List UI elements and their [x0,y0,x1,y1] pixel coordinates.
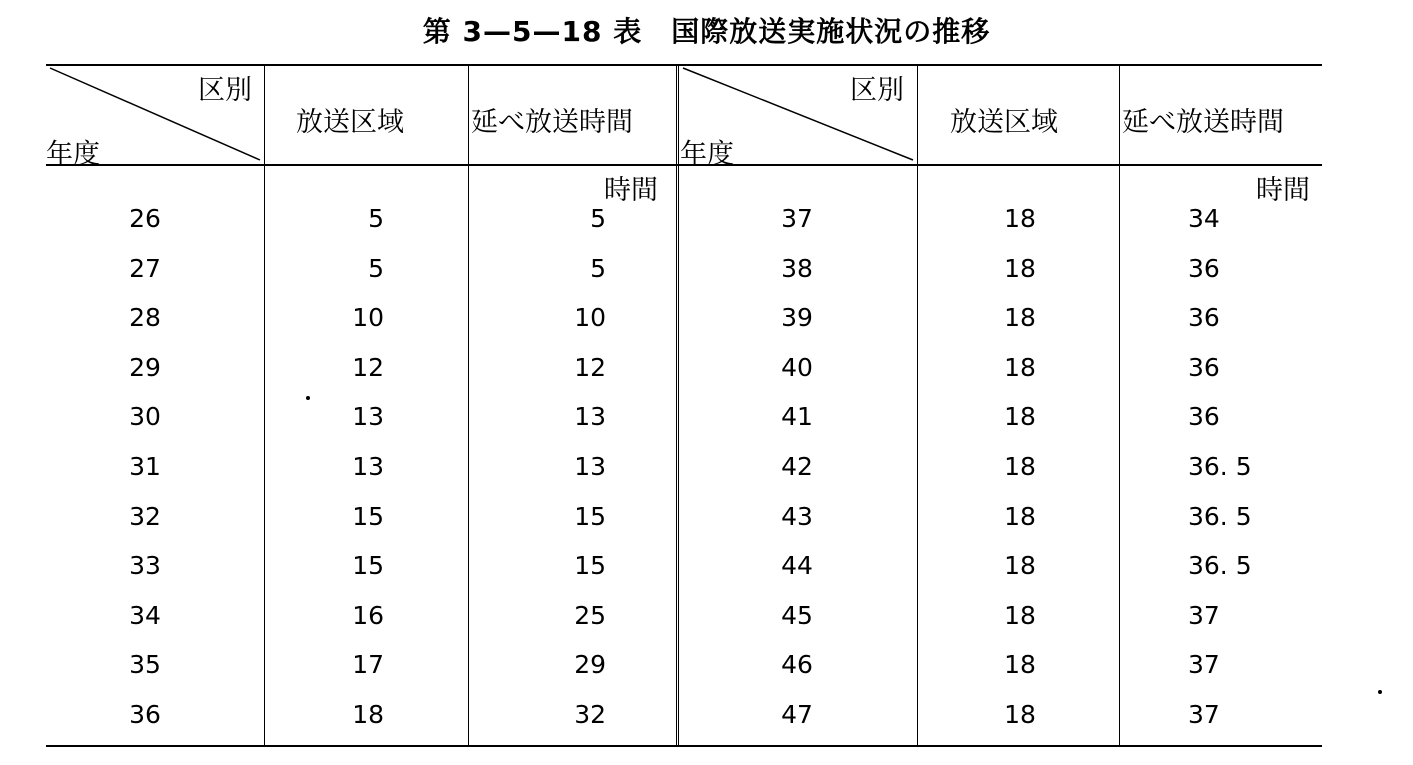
left-year-cell: 35 [129,650,161,680]
right-hours-cell: 36. 5 [1188,452,1252,481]
right-area-cell: 18 [1004,551,1036,581]
col-divider [468,64,469,745]
right-hours-cell: 37 [1188,600,1220,630]
col-divider [264,64,265,745]
right-year-cell: 42 [781,452,813,481]
left-hours-cell: 13 [574,402,606,432]
left-area-cell: 13 [352,452,384,481]
header-hours-left: 延べ放送時間 [471,107,633,138]
left-hours-cell: 15 [574,501,606,531]
left-area-cell: 13 [352,402,384,432]
right-year-cell: 44 [781,551,813,581]
right-area-cell: 18 [1004,452,1036,481]
header-area-left: 放送区域 [296,107,404,138]
col-divider [917,64,918,745]
right-year-cell: 39 [781,303,813,333]
left-area-cell: 5 [368,204,384,233]
left-area-cell: 12 [352,352,384,382]
right-year-cell: 47 [781,700,813,729]
left-hours-cell: 5 [590,253,606,283]
left-area-cell: 16 [352,600,384,630]
left-area-cell: 17 [352,650,384,680]
scan-speck [306,396,310,400]
scan-speck [1378,690,1382,694]
right-hours-cell: 36 [1188,402,1220,432]
right-hours-cell: 37 [1188,700,1220,729]
left-hours-cell: 13 [574,452,606,481]
right-hours-cell: 36 [1188,352,1220,382]
right-area-cell: 18 [1004,600,1036,630]
col-divider [676,64,677,745]
right-year-cell: 43 [781,501,813,531]
bottom-rule [46,745,1322,747]
right-hours-cell: 36 [1188,253,1220,283]
left-area-cell: 15 [352,501,384,531]
right-year-cell: 46 [781,650,813,680]
right-hours-cell: 37 [1188,650,1220,680]
right-hours-cell: 36. 5 [1188,551,1252,581]
header-hours-right: 延べ放送時間 [1122,107,1284,138]
col-divider [1119,64,1120,745]
right-year-cell: 38 [781,253,813,283]
header-category-left: 区別 [198,75,252,106]
left-hours-cell: 29 [574,650,606,680]
right-year-cell: 41 [781,402,813,432]
left-year-cell: 28 [129,303,161,333]
header-year-right: 年度 [680,139,734,170]
left-hours-cell: 25 [574,600,606,630]
left-year-cell: 33 [129,551,161,581]
left-area-cell: 18 [352,700,384,729]
left-hours-cell: 32 [574,700,606,729]
right-area-cell: 18 [1004,253,1036,283]
right-area-cell: 18 [1004,352,1036,382]
unit-hours-right: 時間 [1256,175,1310,206]
header-year-left: 年度 [46,139,100,170]
right-hours-cell: 36. 5 [1188,501,1252,531]
table-title: 第 3—5—18 表 国際放送実施状況の推移 [422,15,991,48]
left-area-cell: 10 [352,303,384,333]
right-year-cell: 40 [781,352,813,382]
header-category-right: 区別 [850,75,904,106]
unit-hours-left: 時間 [604,175,658,206]
left-year-cell: 31 [129,452,161,481]
right-area-cell: 18 [1004,204,1036,233]
left-hours-cell: 5 [590,204,606,233]
right-year-cell: 45 [781,600,813,630]
left-hours-cell: 10 [574,303,606,333]
right-area-cell: 18 [1004,402,1036,432]
col-divider [678,64,679,745]
left-year-cell: 30 [129,402,161,432]
right-area-cell: 18 [1004,650,1036,680]
right-area-cell: 18 [1004,700,1036,729]
right-area-cell: 18 [1004,501,1036,531]
right-hours-cell: 34 [1188,204,1220,233]
left-year-cell: 34 [129,600,161,630]
left-year-cell: 29 [129,352,161,382]
right-year-cell: 37 [781,204,813,233]
left-year-cell: 36 [129,700,161,729]
left-area-cell: 5 [368,253,384,283]
left-year-cell: 26 [129,204,161,233]
left-hours-cell: 12 [574,352,606,382]
header-area-right: 放送区域 [950,107,1058,138]
left-area-cell: 15 [352,551,384,581]
right-hours-cell: 36 [1188,303,1220,333]
left-year-cell: 32 [129,501,161,531]
left-hours-cell: 15 [574,551,606,581]
left-year-cell: 27 [129,253,161,283]
right-area-cell: 18 [1004,303,1036,333]
